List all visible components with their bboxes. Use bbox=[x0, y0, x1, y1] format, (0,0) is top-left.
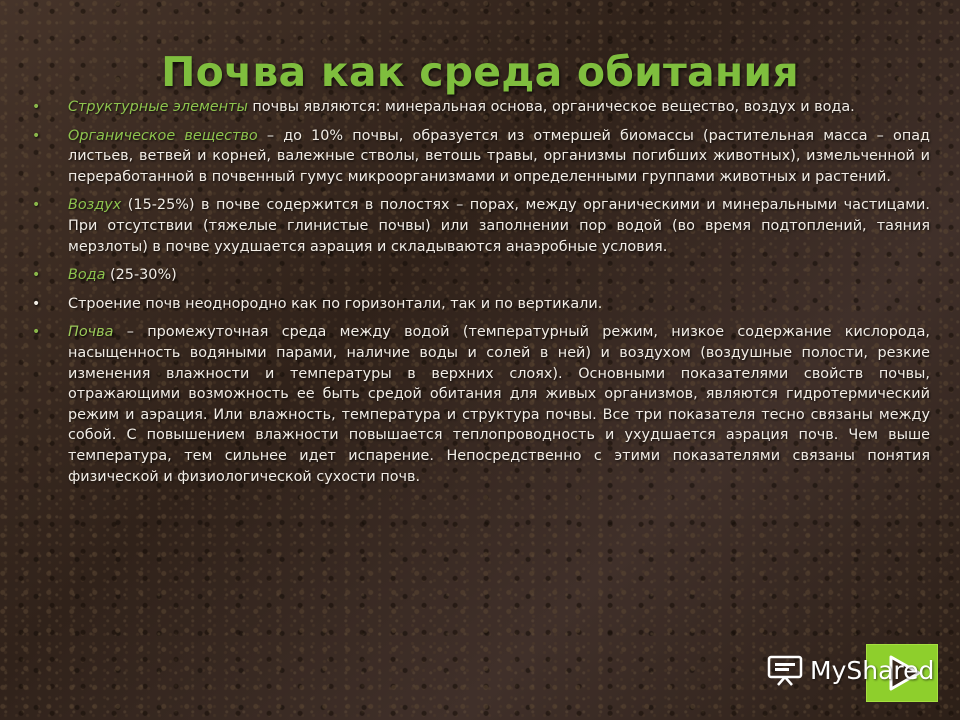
presentation-board-icon bbox=[766, 654, 804, 686]
bullet-text: почвы являются: минеральная основа, органическое вещество, воздух и вода. bbox=[247, 99, 855, 115]
bullet-term: Воздух bbox=[68, 197, 122, 214]
bullet-organic-matter bbox=[30, 126, 930, 188]
bullet-term: Вода bbox=[68, 267, 106, 284]
bullet-list bbox=[30, 97, 930, 495]
bullet-structural-elements bbox=[30, 97, 930, 118]
bullet-water bbox=[30, 265, 930, 286]
slide-title: Почва как среда обитания bbox=[161, 48, 799, 96]
bullet-soil bbox=[30, 322, 930, 487]
myshared-logo[interactable] bbox=[766, 644, 938, 700]
bullet-soil-structure bbox=[30, 294, 930, 315]
bullet-text: Строение почв неоднородно как по горизонтали, так и по вертикали. bbox=[68, 295, 603, 312]
bullet-term: Органическое вещество bbox=[68, 127, 258, 144]
bullet-text: (25-30%) bbox=[105, 267, 177, 284]
bullet-term: Почва bbox=[68, 324, 114, 341]
bullet-text: – до 10% почвы, образуется из отмершей биомассы (растительная масса – опад листьев, ветвей и корней, валежные стволы, ветошь травы, организмы погибших животных), измельченной и переработанной в почвенный гумус микроорганизмами и определенными группами животных и растений. bbox=[68, 127, 930, 185]
bullet-text: – промежуточная среда между водой (температурный режим, низкое содержание кислорода, насыщенность водяными парами, наличие воды и солей в ней) и воздухом (воздушные полости, резкие изменения влажности и температуры в верхних слоях). Основными показателями свойств почвы, отражающими возможность ее быть средой обитания для живых организмов, являются гидротермический режим и аэрация. Или влажность, температура и структура почвы. Все три показателя тесно связаны между собой. С повышением влажности повышается теплопроводность и ухудшается аэрация почв. Чем выше температура, тем сильнее идет испарение. Непосредственно с этими показателями связаны понятия физической и физиологической сухости почв. bbox=[68, 324, 930, 485]
bullet-term: Структурные элементы bbox=[68, 99, 248, 115]
bullet-text: (15-25%) в почве содержится в полостях – порах, между органическими и минеральными частицами. При отсутствии (тяжелые глинистые почвы) или заполнении пор водой (во время подтоплений, таяния мерзлоты) в почве ухудшается аэрация и складываются анаэробные условия. bbox=[68, 197, 930, 255]
logo-text: MyShared bbox=[810, 656, 935, 685]
bullet-air bbox=[30, 195, 930, 257]
